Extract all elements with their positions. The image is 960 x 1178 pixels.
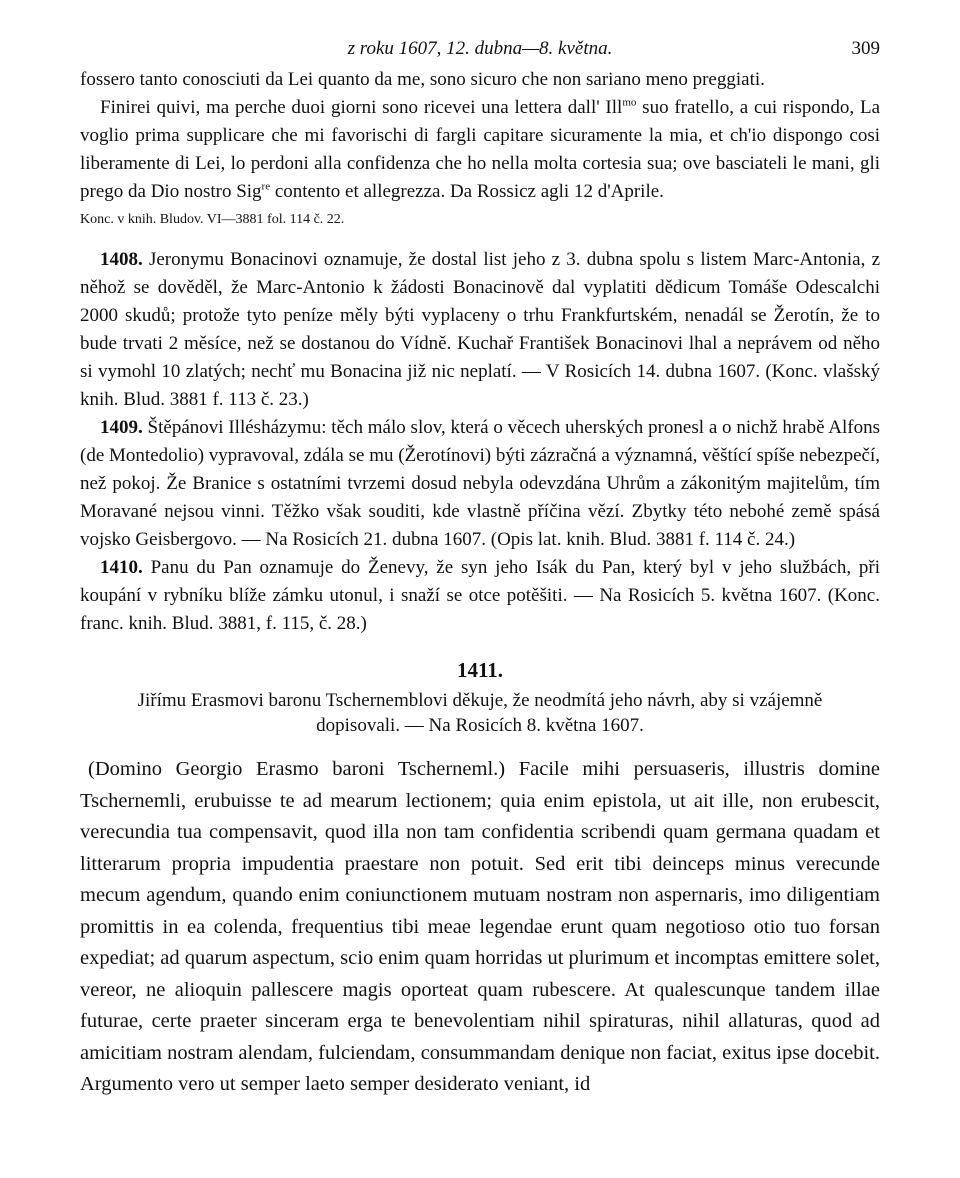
closing-text-part-1: Finirei quivi, ma perche duoi giorni sono ricevei una lettera dall' Ill <box>100 97 623 118</box>
running-header <box>80 38 880 66</box>
entry-text: Štěpánovi Illésházymu: těch málo slov, která o věcech uherských pronesl a o nichž hrabě Alfons (de Montedolio) vypravoval, zdála se mu (Žerotínovi) býti zázračná a významná, věštící spíše nebezpečí, než pokoj. Že Branice s ostatními tvrzemi dosud nebyla odevzdána Uhrům a zákonitým majitelům, tím Moravané nejsou vinni. Těžko však souditi, kde vlastně příčina vězí. Zbytky této nebohé země spásá vojsko Geisbergovo. — Na Rosicích 21. dubna 1607. (Opis lat. knih. Blud. 3881 f. 114 č. 24.) <box>80 417 880 550</box>
entry-1409 <box>80 414 880 554</box>
closing-text-part-3: contento et allegrezza. Da Rossicz agli 12 d'Aprile. <box>270 181 664 202</box>
letter-closing-paragraph <box>80 94 880 206</box>
letter-continuation: fossero tanto conosciuti da Lei quanto da me, sono sicuro che non sariano meno preggiati. <box>80 69 765 90</box>
letter-body <box>80 754 880 1101</box>
entry-number: 1409. <box>100 417 143 438</box>
running-title: z roku 1607, 12. dubna—8. května. <box>347 38 613 59</box>
letter-body-text: (Domino Georgio Erasmo baroni Tscherneml.) Facile mihi persuaseris, illustris domine Tschernemli, erubuisse te ad mearum lectionem; quia enim epistola, ut ait ille, non erubescit, verecundia tua compensavit, quod illa non tam confidentia scribendi quam germana quadam et litterarum propria impudentia praestare non potuit. Sed erit tibi deinceps minus verecunde mecum agendum, quando enim coniunctionem mutuam nostram non aspernaris, imo diligentiam promittis in ea colenda, frequentius tibi meae legendae erunt quam negotioso otio tuo forsan expediat; ad quarum aspectum, scio enim quam horridas ut plurimum et incomptas emittere solet, vereor, ne alioquin pallescere magis oporteat quam rubescere. At qualescunque tandem illae futurae, certe praeter sinceram erga te benevolentiam nihil spiraturas, nihil allaturas, quod ad amicitiam nostram alendam, fulciendam, consummandam denique non faciat, exitus ipse docebit. Argumento vero ut semper laeto semper desiderato veniant, id <box>80 758 880 1095</box>
entry-number: 1408. <box>100 249 143 270</box>
document-page <box>80 38 880 1101</box>
previous-letter <box>80 66 880 232</box>
source-note: Konc. v knih. Bludov. VI—3881 fol. 114 č. 22. <box>80 212 345 227</box>
abbrev-superscript: re <box>261 180 271 193</box>
entry-1410 <box>80 554 880 638</box>
entry-list <box>80 246 880 638</box>
entry-text: Jeronymu Bonacinovi oznamuje, že dostal list jeho z 3. dubna spolu s listem Marc-Antonia, z něhož se dověděl, že Marc-Antonio k žádosti Bonacinově dal vyplatiti dědicum Tomáše Odescalchi 2000 skudů; protože tyto peníze měly býti vyplaceny o trhu Frankfurtském, nenadál se Žerotín, že to bude trvati 2 měsíce, než se dostanou do Vídně. Kuchař František Bonacinovi lhal a neprávem od něho si vymohl 10 zlatých; nechť mu Bonacina již nic neplatí. — V Rosicích 14. dubna 1607. (Konc. vlašský knih. Blud. 3881 f. 113 č. 23.) <box>80 249 880 410</box>
entry-1408 <box>80 246 880 414</box>
abbrev-superscript: mo <box>622 96 637 109</box>
entry-text: Panu du Pan oznamuje do Ženevy, že syn jeho Isák du Pan, který byl v jeho službách, při koupání v rybníku blíže zámku utonul, i snaží se otce potěšiti. — Na Rosicích 5. května 1607. (Konc. franc. knih. Blud. 3881, f. 115, č. 28.) <box>80 557 880 634</box>
letter-summary: Jiřímu Erasmovi baronu Tschernemblovi děkuje, že neodmítá jeho návrh, aby si vzájemně dopisovali. — Na Rosicích 8. května 1607. <box>137 690 823 736</box>
closing-text-part-2: suo fratello, a cui rispondo, La voglio prima supplicare che mi favorischi di fargli capitare sicuramente la mia, et ch'io dispongo cosi liberamente di Lei, lo perdoni alla confidenza che ho nella molta cortesia sua; ove basciateli le mani, gli prego da Dio nostro Sig <box>80 97 881 202</box>
page-number: 309 <box>851 38 880 59</box>
entry-number: 1410. <box>100 557 143 578</box>
letter-number: 1411. <box>456 658 504 682</box>
